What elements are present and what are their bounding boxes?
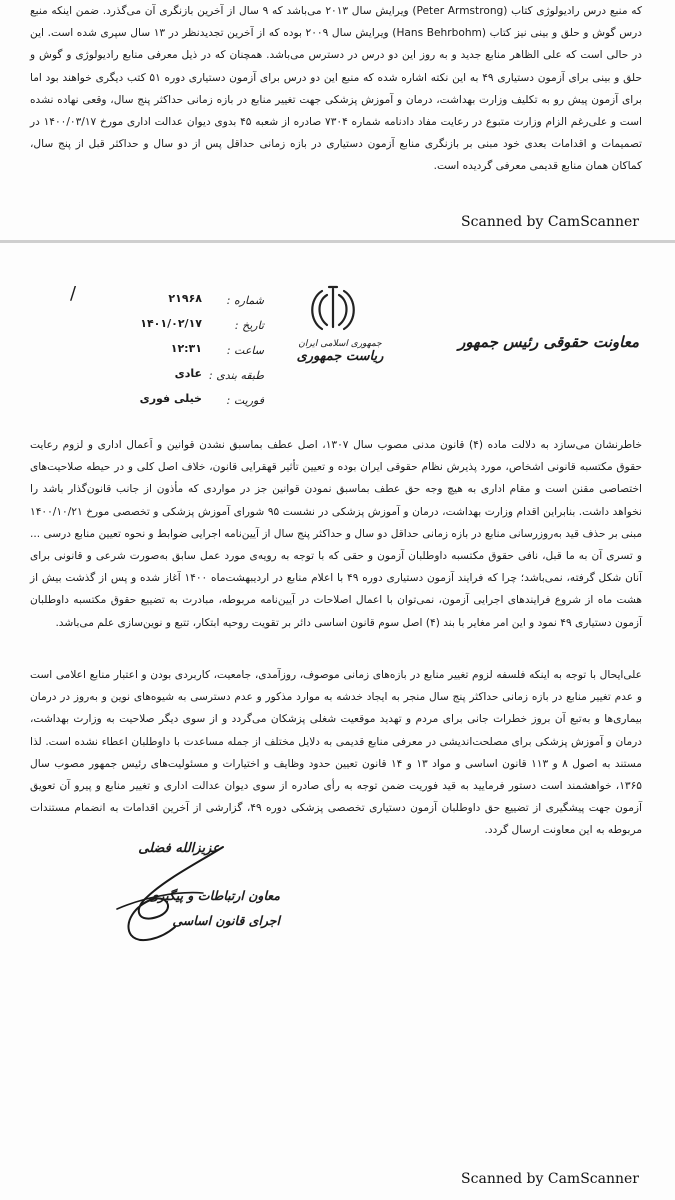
number-label: شماره : [226,294,264,307]
urgency-label: فوریت : [226,394,264,407]
letter-paragraph-1: خاطرنشان می‌سازد به دلالت ماده (۴) قانون مدنی مصوب سال ۱۳۰۷، اصل عطف بماسبق نشدن قوانین و اَعمال اداری و لزوم رعایت حقوق مکتسبه قانونی اشخاص، مورد پذیرش نظام حقوقی ایران بوده و تعیین تأثیر قهقرایی قانون، خلاف اصل کلی و در حیطه صلاحیت‌های اختصاصی مقنن است و مقام اداری به هیچ وجه حق عطف بماسبق نمودن قوانین جز در مواردی که مأذون از جانب قانون‌گذار باشد را نخواهد داشت. بنابراین اقدام وزارت بهداشت، درمان و آموزش پزشکی در نشست ۹۵ شورای آموزش پزشکی و تخصصی مورخ ۱۴۰۰/۱۰/۲۱ مبنی بر حذف قید به‌روزرسانی منابع در بازه زمانی حداقل دو سال و حداکثر پنج سال از آیین‌نامه اجرایی ضوابط و نحوه تعیین منابع درسی ... و تسری آن به ما قبل، نافی حقوق مکتسبه داوطلبان آزمون و حقی که با توجه به رویه‌ی مورد عمل سابق به‌صورت شرعی و قانونی برای آنان شکل گرفته، نمی‌باشد؛ چرا که فرایند آزمون دستیاری دوره ۴۹ با اعلام منابع در اردیبهشت‌ماه ۱۴۰۰ آغاز شده و پس از گذشت بیش از هشت ماه از شروع فرایندهای اجرایی آزمون، نمی‌توان با اعمال اصلاحات در آیین‌نامه مربوطه، مبادرت به تضییع حقوق مکتسبه داوطلبان آزمون دستیاری ۴۹ نمود و این امر مغایر با بند (۴) اصل سوم قانون اساسی دائر بر تقویت روحیه ابتکار، تتبع و نوین‌سازی علم می‌باشد. [30,439,643,629]
presidency-line2: ریاست جمهوری [296,349,384,364]
camscanner-stamp-2: Scanned by CamScanner [461,1171,639,1187]
iran-emblem-icon [303,283,363,339]
time-label: ساعت : [226,344,264,357]
signatory-name: عزیزالله فضلی [138,841,220,856]
meta-classification [74,366,264,391]
presidency-letterhead [290,339,390,364]
meta-number [70,283,264,316]
letter-paragraph-2: علی‌ایحال با توجه به اینکه فلسفه لزوم تغییر منابع در بازه‌های زمانی موصوف، روزآمدی، جامعیت، کاربردی بودن و اعتبار منابع اعلامی است و عدم تغییر منابع در بازه زمانی حداکثر پنج سال منجر به ایجاد خدشه به موارد مذکور و عدم دسترسی به شیوه‌های نوین و به‌روز در درمان بیماری‌ها و به‌تبع آن بروز خطرات جانی برای مردم و تهدید موقعیت شغلی پزشکان می‌گردد و از سوی دیگر صلاحیت به وزارت بهداشت، درمان و آموزش پزشکی برای مصلحت‌اندیشی در معرفی منابع قدیمی به دلایل مختلف از جمله مساعدت با داوطلبان اعطاء نشده است. لذا مستند به اصول ۸ و ۱۱۳ قانون اساسی و مواد ۱۳ و ۱۴ قانون تعیین حدود وظایف و اختیارات و مسئولیت‌های رئیس جمهور مصوب سال ۱۳۶۵، خواهشمند است دستور فرمایید به قید فوریت ضمن توجه به رأی صادره از سوی دیوان عدالت اداری و تغییر منابع و پیرو آن تعویق آزمون جهت پیشگیری از تضییع حق داوطلبان آزمون دستیاری تخصصی پزشکی دوره ۴۹، گزارشی از آخرین اقدامات به انضمام مستندات مربوطه به این معاونت ارسال گردد. [30,669,642,837]
classification-value: عادی [174,367,202,380]
signatory-title-2: اجرای قانون اساسی [172,913,280,928]
date-label: تاریخ : [234,319,264,332]
number-slash: / [70,283,77,304]
date-value: ۱۴۰۱/۰۲/۱۷ [140,317,202,330]
time-value: ۱۲:۳۱ [170,342,202,355]
meta-urgency [74,391,264,416]
page1-body-text: که منبع درس رادیولوژی کتاب (Peter Armstrong) ویرایش سال ۲۰۱۳ می‌باشد که ۹ سال از آخرین بازنگری آن می‌گذرد. ضمن اینکه منبع درس گوش و حلق و بینی نیز کتاب (Hans Behrbohm) ویرایش سال ۲۰۰۹ بوده که از آخرین تجدیدنظر در ۱۳ سال سپری شده است. این در حالی است که علی الظاهر منابع جدید و به روز این دو درس در دسترس می‌باشد. همچنان که در ذیل معرفی منابع رادیولوژی و گوش و حلق و بینی برای آزمون دستیاری ۴۹ به این نکته اشاره شده که منبع این دو درس برای آزمون دستیاری دوره ۵۱ کتب دیگری خواهند بود اما برای آزمون پیش رو به تکلیف وزارت بهداشت، درمان و آموزش پزشکی جهت تغییر منابع در بازه زمانی حداکثر پنج سال، وقعی نهاده نشده است و علی‌رغم الزام وزارت متبوع در رعایت مفاد دادنامه شماره ۷۳۰۴ صادره از شعبه ۴۵ بدوی دیوان عدالت اداری مورخ ۱۴۰۰/۰۳/۱۷ در تصمیمات و اقدامات بعدی خود مبنی بر بازنگری منابع آزمون دستیاری در بازه زمانی حداقل پس از دو سال و حداکثر قبل از پنج سال، کماکان همان منابع قدیمی معرفی گردیده است. [30,5,643,173]
meta-date [74,316,264,341]
scanned-page-2 [0,243,675,1200]
presidency-line1: جمهوری اسلامی ایران [298,339,382,349]
number-value: ۲۱۹۶۸ [168,292,202,305]
camscanner-stamp: Scanned by CamScanner [461,214,639,230]
classification-label: طبقه بندی : [209,369,264,382]
urgency-value: خیلی فوری [139,392,202,405]
meta-time [74,341,264,366]
signatory-title-1: معاون ارتباطات و پیگیری [148,888,280,903]
letter-metadata [70,283,264,416]
office-title: معاونت حقوقی رئیس جمهور [458,333,639,351]
scanned-page-1 [0,0,675,240]
